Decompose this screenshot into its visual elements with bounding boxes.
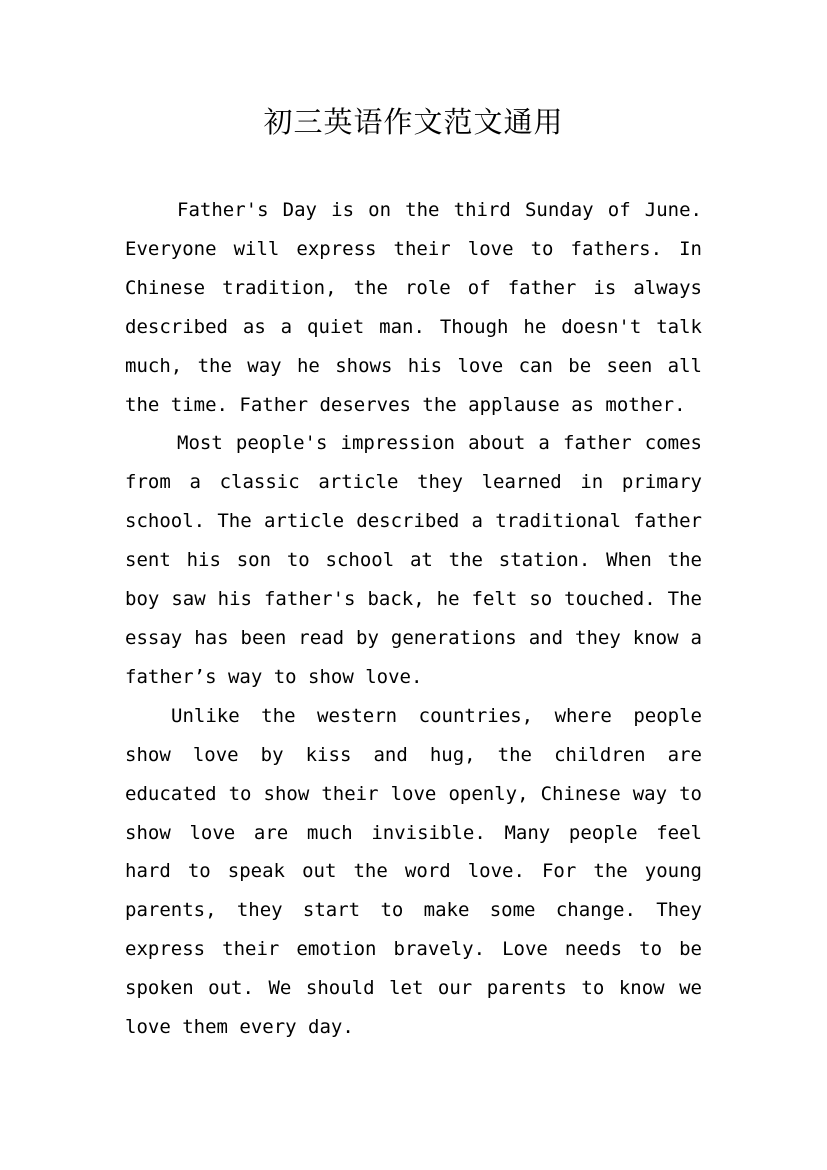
paragraph-1: Father's Day is on the third Sunday of June. Everyone will express their love to fathers. In Chinese tradition, the role of father is always described as a quiet man. Though he doesn't talk much, the way he shows his love can be seen all the time. Father deserves the applause as mother. [125,199,702,416]
document-title: 初三英语作文范文通用 [263,105,564,139]
paragraph-2: Most people's impression about a father comes from a classic article they learned in primary school. The article described a traditional father sent his son to school at the station. When the boy saw his father's back, he felt so touched. The essay has been read by generations and they know a father’s way to show love. [125,432,702,688]
document-body [125,191,702,1047]
paragraph-3: Unlike the western countries, where people show love by kiss and hug, the children are educated to show their love openly, Chinese way to show love are much invisible. Many people feel hard to speak out the word love. For the young parents, they start to make some change. They express their emotion bravely. Love needs to be spoken out. We should let our parents to know we love them every day. [125,704,702,1039]
